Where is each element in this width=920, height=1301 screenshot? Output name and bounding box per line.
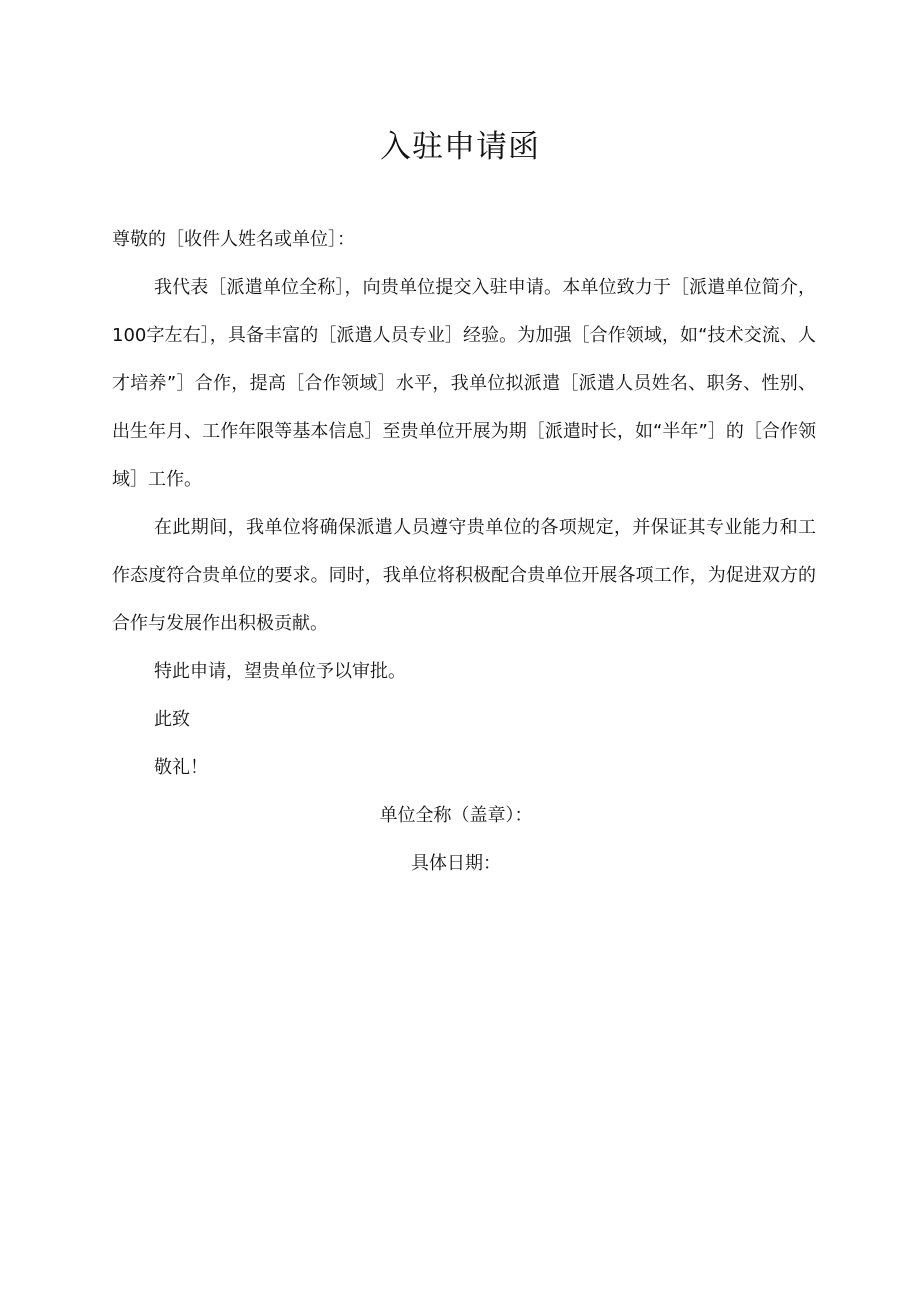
paragraph-commitment: 在此期间，我单位将确保派遣人员遵守贵单位的各项规定，并保证其专业能力和工作态度符合贵单位的要求。同时，我单位将积极配合贵单位开展各项工作，为促进双方的合作与发展作出积极贡献。 — [112, 517, 816, 634]
paragraph-request: 特此申请，望贵单位予以审批。 — [154, 661, 406, 682]
signature-unit-label: 单位全称（盖章）： — [379, 805, 533, 826]
closing-line-2: 敬礼！ — [154, 757, 208, 778]
paragraph-application: 我代表［派遣单位全称］，向贵单位提交入驻申请。本单位致力于［派遣单位简介，100字左右］，具备丰富的［派遣人员专业］经验。为加强［合作领域，如“技术交流、人才培养”］合作，提高［合作领域］水平，我单位拟派遣［派遣人员姓名、职务、性别、出生年月、工作年限等基本信息］至贵单位开展为期［派遣时长，如“半年”］的［合作领域］工作。 — [112, 277, 816, 490]
signature-date-label: 具体日期： — [411, 853, 501, 874]
salutation: 尊敬的［收件人姓名或单位］： — [112, 229, 355, 250]
closing-line-1: 此致 — [154, 709, 190, 730]
signature-date — [0, 840, 920, 888]
signature-unit — [0, 792, 920, 840]
document-title: 入驻申请函 — [380, 129, 540, 165]
